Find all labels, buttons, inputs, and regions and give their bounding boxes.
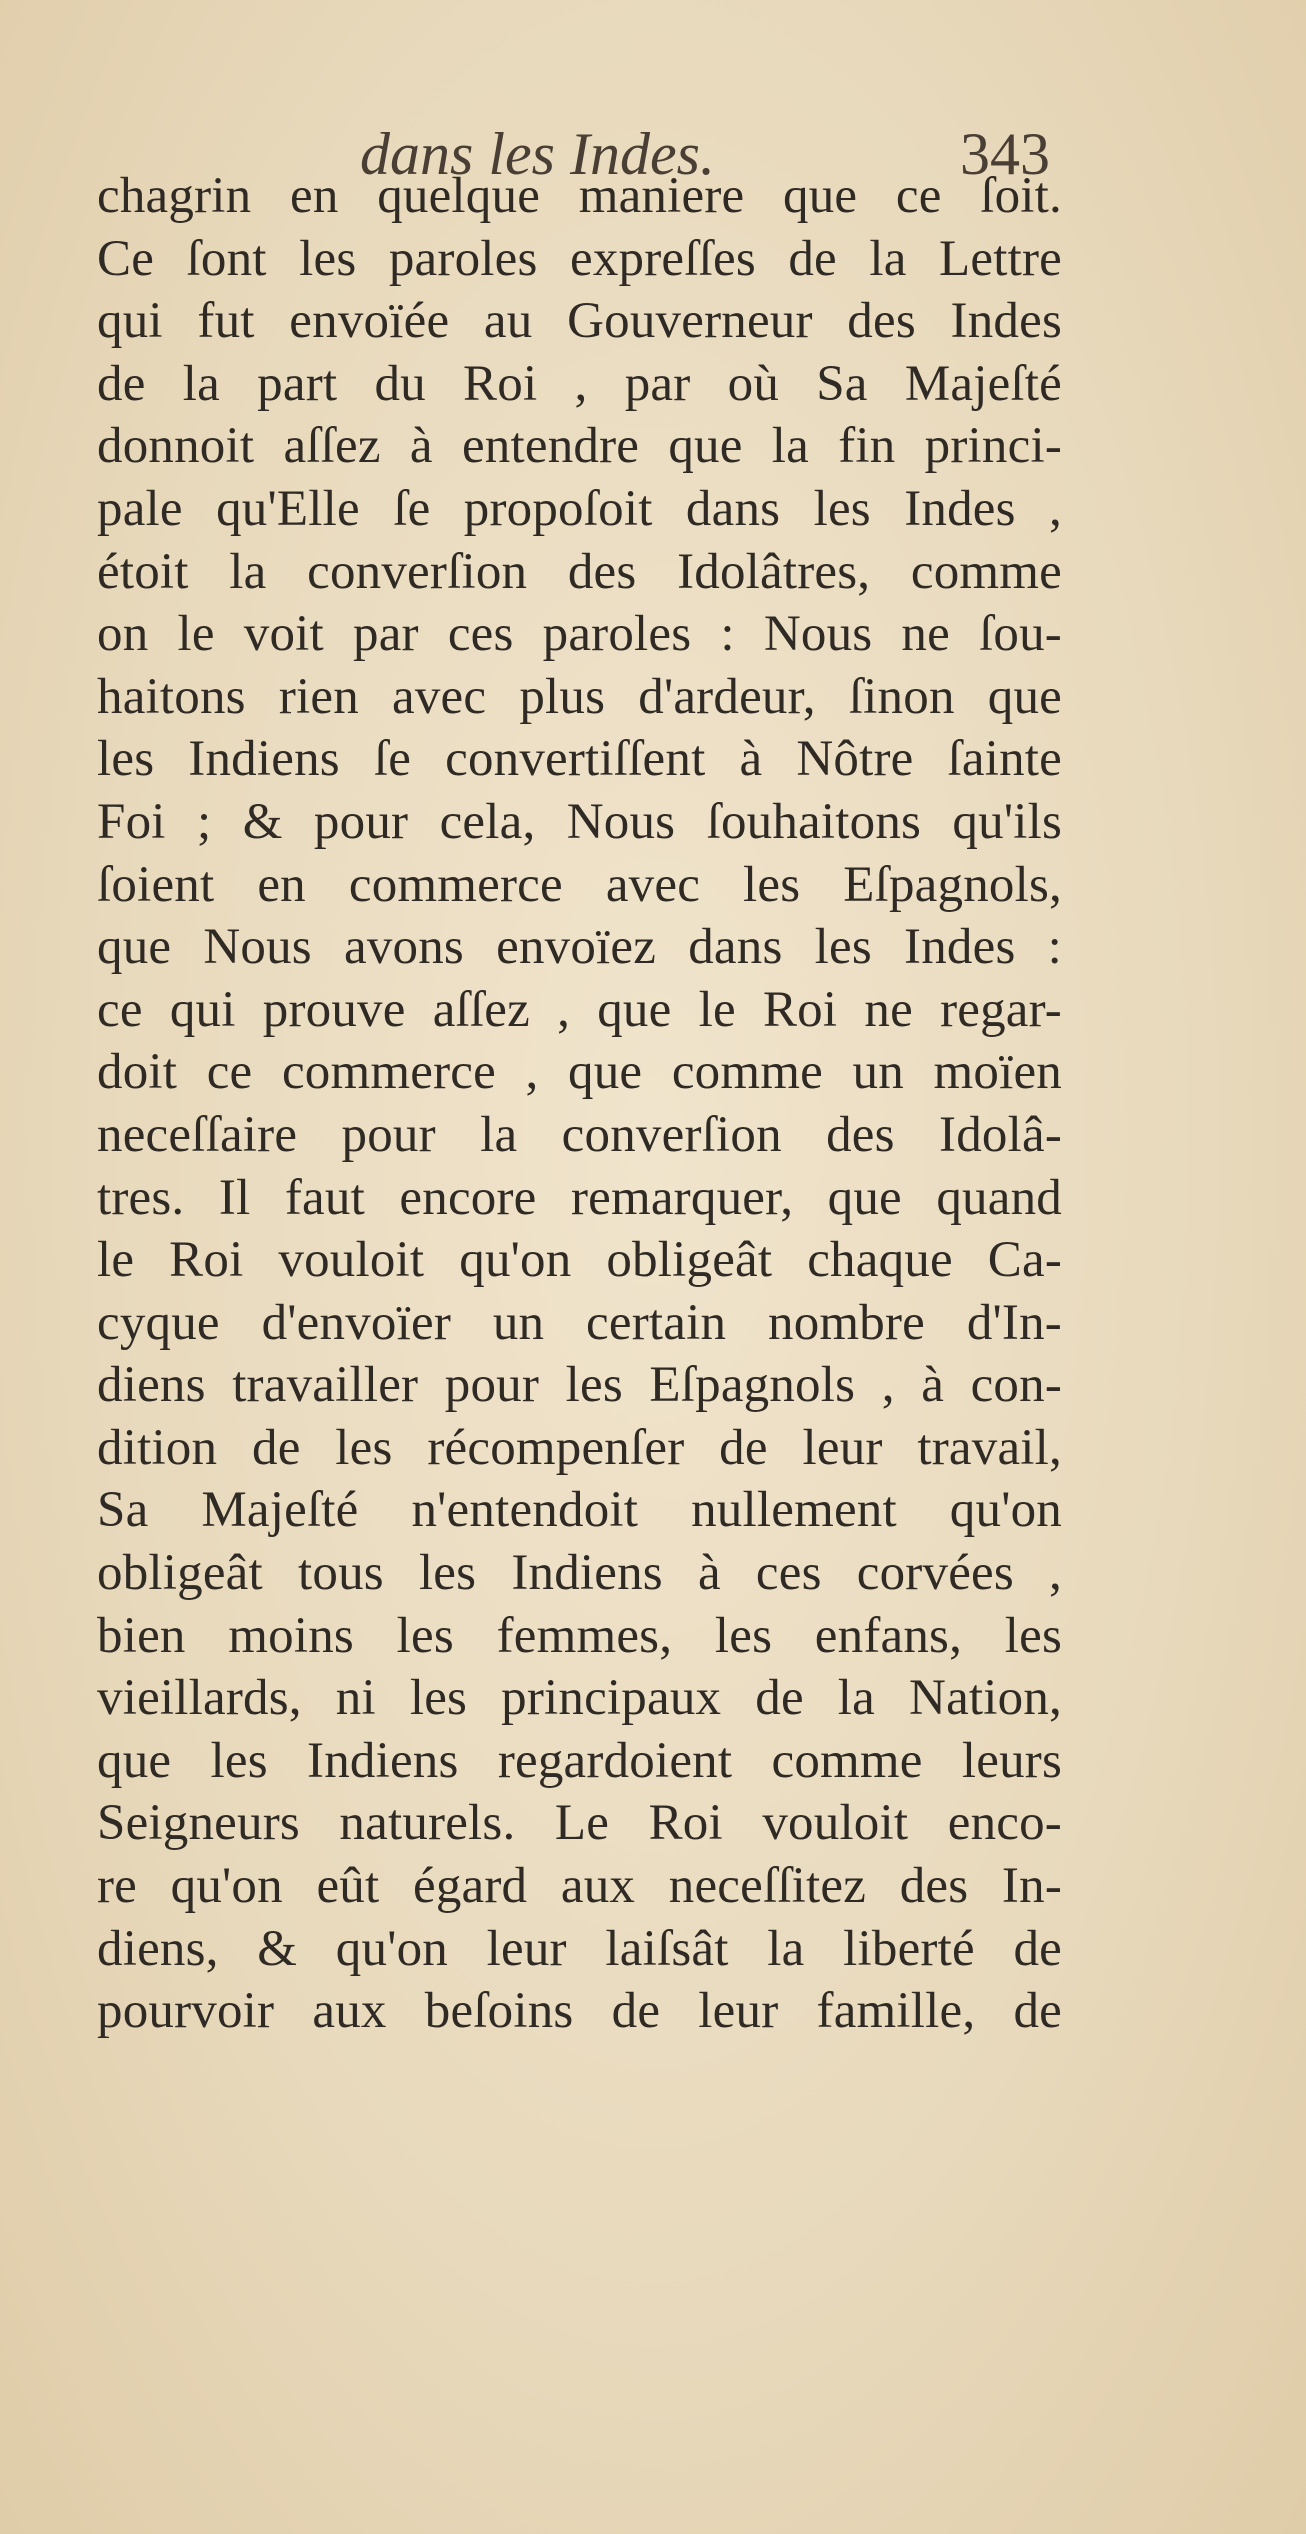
text-line: obligeât tous les Indiens à ces corvées , [97,1545,1062,1602]
text-line: donnoit aſſez à entendre que la fin princi- [97,418,1062,475]
text-line: ce qui prouve aſſez , que le Roi ne regar- [97,981,1062,1038]
text-line: pourvoir aux beſoins de leur famille, de [97,1983,1062,2040]
text-line: diens travailler pour les Eſpagnols , à con- [97,1357,1062,1414]
body-text [97,165,1062,2043]
text-line: Ce ſont les paroles expreſſes de la Lettre [97,230,1062,287]
text-line: bien moins les femmes, les enfans, les [97,1607,1062,1664]
text-line: cyque d'envoïer un certain nombre d'In- [97,1294,1062,1351]
text-line: Sa Majeſté n'entendoit nullement qu'on [97,1482,1062,1539]
text-line: ſoient en commerce avec les Eſpagnols, [97,856,1062,913]
text-line: que les Indiens regardoient comme leurs [97,1732,1062,1789]
text-line: les Indiens ſe convertiſſent à Nôtre ſainte [97,731,1062,788]
text-line: haitons rien avec plus d'ardeur, ſinon que [97,668,1062,725]
text-line: neceſſaire pour la converſion des Idolâ- [97,1106,1062,1163]
text-line: diens, & qu'on leur laiſsât la liberté de [97,1920,1062,1977]
text-line: que Nous avons envoïez dans les Indes : [97,919,1062,976]
text-line: on le voit par ces paroles : Nous ne ſou- [97,606,1062,663]
text-line: vieillards, ni les principaux de la Nation, [97,1670,1062,1727]
text-line: tres. Il faut encore remarquer, que quand [97,1169,1062,1226]
running-title: dans les Indes. [360,121,715,187]
text-line: dition de les récompenſer de leur travail, [97,1419,1062,1476]
text-line: doit ce commerce , que comme un moïen [97,1044,1062,1101]
text-line: chagrin en quelque maniere que ce ſoit. [97,168,1062,224]
text-line: Foi ; & pour cela, Nous ſouhaitons qu'ils [97,793,1062,850]
page-number: 343 [960,121,1050,187]
text-line: de la part du Roi , par où Sa Majeſté [97,355,1062,412]
text-line: pale qu'Elle ſe propoſoit dans les Indes , [97,480,1062,537]
text-line: qui fut envoïée au Gouverneur des Indes [97,293,1062,350]
text-line: le Roi vouloit qu'on obligeât chaque Ca- [97,1232,1062,1289]
text-line: Seigneurs naturels. Le Roi vouloit enco- [97,1795,1062,1852]
text-line: étoit la converſion des Idolâtres, comme [97,543,1062,600]
text-line: re qu'on eût égard aux neceſſitez des In- [97,1858,1062,1915]
